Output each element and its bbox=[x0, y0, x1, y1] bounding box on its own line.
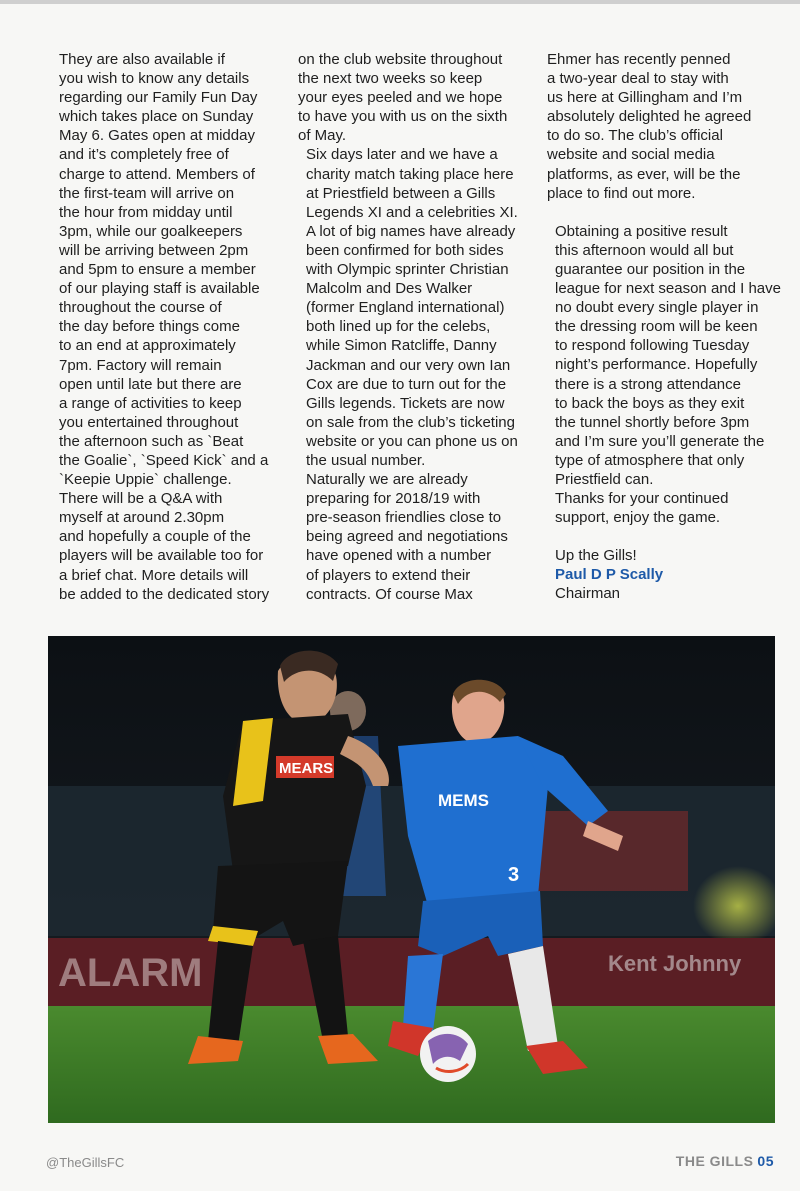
paragraph-family-fun-day bbox=[51, 50, 286, 489]
text-line: this afternoon would all but bbox=[555, 241, 734, 259]
text-line: the tunnel shortly before 3pm bbox=[555, 413, 750, 431]
text-line: place to find out more. bbox=[547, 184, 696, 202]
text-line: at Priestfield between a Gills bbox=[306, 184, 496, 202]
text-line: being agreed and negotiations bbox=[306, 528, 508, 546]
text-line: there is a strong attendance bbox=[555, 375, 741, 393]
text-line: throughout the course of bbox=[59, 299, 222, 317]
text-line: `Keepie Uppie` challenge. bbox=[59, 471, 232, 489]
text-line: while Simon Ratcliffe, Danny bbox=[306, 337, 497, 355]
top-rule bbox=[0, 0, 800, 4]
text-line: Malcolm and Des Walker bbox=[306, 280, 473, 298]
player-right-sponsor: MEMS bbox=[438, 791, 489, 810]
text-line: the day before things come bbox=[59, 318, 240, 336]
ad-board-right-text: Kent Johnny bbox=[608, 951, 742, 976]
text-line: us here at Gillingham and I’m bbox=[547, 89, 743, 107]
paragraph-gap bbox=[547, 203, 782, 222]
paragraph-positive-result bbox=[547, 222, 782, 489]
player-right-number: 3 bbox=[508, 864, 520, 886]
text-line: of players to extend their bbox=[306, 566, 471, 584]
text-line: They are also available if bbox=[59, 51, 225, 68]
text-line: pre-season friendlies close to bbox=[306, 509, 502, 527]
text-line: night’s performance. Hopefully bbox=[555, 356, 758, 374]
text-line: Jackman and our very own Ian bbox=[306, 356, 511, 374]
text-line: you wish to know any details bbox=[59, 70, 250, 88]
text-line: contracts. Of course Max bbox=[306, 585, 473, 603]
paragraph-gap bbox=[547, 527, 782, 546]
text-line: to respond following Tuesday bbox=[555, 337, 750, 355]
text-line: no doubt every single player in bbox=[555, 299, 759, 317]
text-line: Ehmer has recently penned bbox=[547, 51, 731, 68]
text-line: and it’s completely free of bbox=[59, 146, 229, 164]
signoff-title: Chairman bbox=[555, 585, 621, 603]
paragraph-thanks bbox=[547, 489, 782, 527]
text-line: players will be available too for bbox=[59, 547, 264, 565]
text-line: open until late but there are bbox=[59, 375, 242, 393]
text-line: regarding our Family Fun Day bbox=[59, 89, 258, 107]
text-line: the dressing room will be keen bbox=[555, 318, 758, 336]
text-line: Priestfield can. bbox=[555, 470, 654, 488]
text-line: the Goalie`, `Speed Kick` and a bbox=[59, 451, 269, 469]
signoff-greeting: Up the Gills! bbox=[555, 547, 637, 565]
text-line: to have you with us on the sixth bbox=[298, 108, 508, 126]
text-line: the afternoon such as `Beat bbox=[59, 432, 244, 450]
text-line: been confirmed for both sides bbox=[306, 241, 504, 259]
text-line: you entertained throughout bbox=[59, 413, 239, 431]
text-line: to back the boys as they exit bbox=[555, 394, 745, 412]
text-line: Gills legends. Tickets are now bbox=[306, 394, 505, 412]
text-line: your eyes peeled and we hope bbox=[298, 89, 503, 107]
football bbox=[420, 1026, 476, 1082]
text-line: 7pm. Factory will remain bbox=[59, 356, 222, 374]
text-line: a range of activities to keep bbox=[59, 394, 242, 412]
text-line: Six days later and we have a bbox=[306, 146, 498, 164]
match-photo bbox=[48, 636, 775, 1123]
text-line: a two-year deal to stay with bbox=[547, 70, 729, 88]
text-line: myself at around 2.30pm bbox=[59, 509, 225, 527]
column-2 bbox=[298, 50, 535, 604]
text-line: support, enjoy the game. bbox=[555, 509, 721, 527]
text-line: which takes place on Sunday bbox=[59, 108, 254, 126]
text-line: will be arriving between 2pm bbox=[59, 241, 249, 259]
text-line: Cox are due to turn out for the bbox=[306, 375, 507, 393]
text-line: absolutely delighted he agreed bbox=[547, 108, 752, 126]
text-line: May 6. Gates open at midday bbox=[59, 127, 255, 145]
ad-board-left-text: ALARM bbox=[58, 951, 203, 995]
text-line: the first-team will arrive on bbox=[59, 184, 235, 202]
column-1 bbox=[51, 50, 286, 604]
text-line: charity match taking place here bbox=[306, 165, 514, 183]
text-line: website and social media bbox=[547, 146, 715, 164]
text-line: and I’m sure you’ll generate the bbox=[555, 432, 765, 450]
text-line: a brief chat. More details will bbox=[59, 566, 249, 584]
text-line: charge to attend. Members of bbox=[59, 165, 255, 183]
text-line: website or you can phone us on bbox=[306, 432, 518, 450]
text-line: A lot of big names have already bbox=[306, 222, 516, 240]
text-line: the usual number. bbox=[306, 451, 426, 469]
paragraph-charity-match bbox=[298, 145, 535, 470]
text-line: 3pm, while our goalkeepers bbox=[59, 222, 243, 240]
text-line: Obtaining a positive result bbox=[555, 222, 728, 240]
text-line: and 5pm to ensure a member bbox=[59, 261, 256, 279]
text-line: the hour from midday until bbox=[59, 203, 233, 221]
text-line: be added to the dedicated story bbox=[59, 585, 270, 603]
text-line: There will be a Q&A with bbox=[59, 490, 223, 508]
text-line: platforms, as ever, will be the bbox=[547, 165, 741, 183]
column-3 bbox=[547, 50, 782, 604]
text-line: Thanks for your continued bbox=[555, 490, 729, 508]
text-line: to do so. The club’s official bbox=[547, 127, 723, 145]
signoff-name: Paul D P Scally bbox=[555, 566, 664, 584]
text-line: Naturally we are already bbox=[306, 471, 468, 489]
paragraph-pre-season bbox=[298, 470, 535, 604]
text-line: of our playing staff is available bbox=[59, 280, 260, 298]
text-line: on the club website throughout bbox=[298, 51, 503, 68]
text-line: the next two weeks so keep bbox=[298, 70, 483, 88]
match-photo-illustration bbox=[48, 636, 775, 1123]
page-number: 05 bbox=[757, 1153, 774, 1169]
text-line: guarantee our position in the bbox=[555, 260, 746, 278]
text-line: (former England international) bbox=[306, 299, 505, 317]
text-line: league for next season and I have bbox=[555, 280, 781, 298]
player-left-sponsor: MEARS bbox=[279, 760, 334, 777]
text-line: to an end at approximately bbox=[59, 337, 236, 355]
text-line: both lined up for the celebs, bbox=[306, 318, 491, 336]
text-line: type of atmosphere that only bbox=[555, 451, 745, 469]
text-line: preparing for 2018/19 with bbox=[306, 490, 481, 508]
page-footer bbox=[676, 1153, 774, 1169]
text-line: Legends XI and a celebrities XI. bbox=[306, 203, 518, 221]
text-line: and hopefully a couple of the bbox=[59, 528, 251, 546]
text-line: with Olympic sprinter Christian bbox=[306, 261, 509, 279]
paragraph-qa bbox=[51, 489, 286, 604]
social-handle: @TheGillsFC bbox=[46, 1155, 125, 1170]
text-line: on sale from the club’s ticketing bbox=[306, 413, 515, 431]
text-line: have opened with a number bbox=[306, 547, 492, 565]
text-line: of May. bbox=[298, 127, 347, 145]
signoff bbox=[547, 546, 782, 603]
publication-name: THE GILLS bbox=[675, 1153, 754, 1169]
paragraph-website bbox=[298, 50, 535, 145]
paragraph-ehmer bbox=[547, 50, 782, 203]
